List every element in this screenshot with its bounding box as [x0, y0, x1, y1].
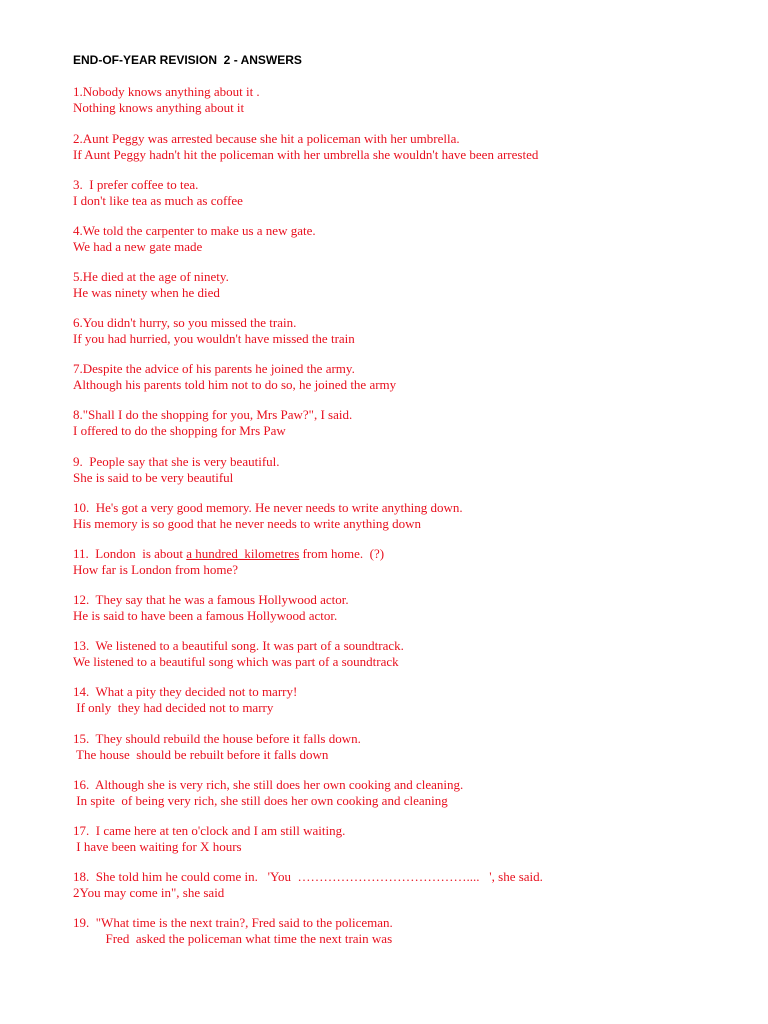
- question-13: 13. We listened to a beautiful song. It was part of a soundtrack.: [73, 638, 404, 653]
- answer-1: Nothing knows anything about it: [73, 100, 245, 115]
- question-11-start: 11. London is about: [73, 546, 187, 561]
- answer-3: I don't like tea as much as coffee: [73, 193, 243, 208]
- question-11: [73, 546, 384, 562]
- answer-14: If only they had decided not to marry: [73, 700, 274, 715]
- answer-12: He is said to have been a famous Hollywood actor.: [73, 608, 338, 623]
- question-3: 3. I prefer coffee to tea.: [73, 177, 199, 192]
- question-11-underlined: a hundred kilometres: [186, 546, 300, 561]
- question-4: 4.We told the carpenter to make us a new gate.: [73, 223, 316, 238]
- question-18: 18. She told him he could come in. 'You ………………………………….... ', she said.: [73, 869, 543, 884]
- question-2: 2.Aunt Peggy was arrested because she hit a policeman with her umbrella.: [73, 131, 460, 146]
- answer-6: If you had hurried, you wouldn't have missed the train: [73, 331, 355, 346]
- question-12: 12. They say that he was a famous Hollywood actor.: [73, 592, 349, 607]
- question-6: 6.You didn't hurry, so you missed the train.: [73, 315, 297, 330]
- answer-15: The house should be rebuilt before it falls down: [73, 747, 329, 762]
- answer-8: I offered to do the shopping for Mrs Paw: [73, 423, 286, 438]
- answer-11: How far is London from home?: [73, 562, 238, 577]
- answer-9: She is said to be very beautiful: [73, 470, 234, 485]
- question-5: 5.He died at the age of ninety.: [73, 269, 229, 284]
- answer-13: We listened to a beautiful song which was part of a soundtrack: [73, 654, 399, 669]
- answer-16: In spite of being very rich, she still does her own cooking and cleaning: [73, 793, 448, 808]
- question-19: 19. "What time is the next train?, Fred said to the policeman.: [73, 915, 393, 930]
- question-16: 16. Although she is very rich, she still does her own cooking and cleaning.: [73, 777, 464, 792]
- answer-19: Fred asked the policeman what time the next train was: [73, 931, 393, 946]
- answer-18: 2You may come in", she said: [73, 885, 225, 900]
- answer-7: Although his parents told him not to do so, he joined the army: [73, 377, 397, 392]
- question-17: 17. I came here at ten o'clock and I am still waiting.: [73, 823, 346, 838]
- answer-2: If Aunt Peggy hadn't hit the policeman with her umbrella she wouldn't have been arrested: [73, 147, 539, 162]
- answer-5: He was ninety when he died: [73, 285, 220, 300]
- question-7: 7.Despite the advice of his parents he joined the army.: [73, 361, 355, 376]
- question-14: 14. What a pity they decided not to marry!: [73, 684, 298, 699]
- question-15: 15. They should rebuild the house before it falls down.: [73, 731, 361, 746]
- answer-10: His memory is so good that he never needs to write anything down: [73, 516, 422, 531]
- answer-17: I have been waiting for X hours: [73, 839, 242, 854]
- question-1: 1.Nobody knows anything about it .: [73, 84, 260, 99]
- answer-4: We had a new gate made: [73, 239, 203, 254]
- question-11-end: from home. (?): [299, 546, 385, 561]
- page-title: END-OF-YEAR REVISION 2 - ANSWERS: [73, 53, 302, 67]
- question-8: 8."Shall I do the shopping for you, Mrs Paw?", I said.: [73, 407, 353, 422]
- question-9: 9. People say that she is very beautiful.: [73, 454, 280, 469]
- question-10: 10. He's got a very good memory. He never needs to write anything down.: [73, 500, 463, 515]
